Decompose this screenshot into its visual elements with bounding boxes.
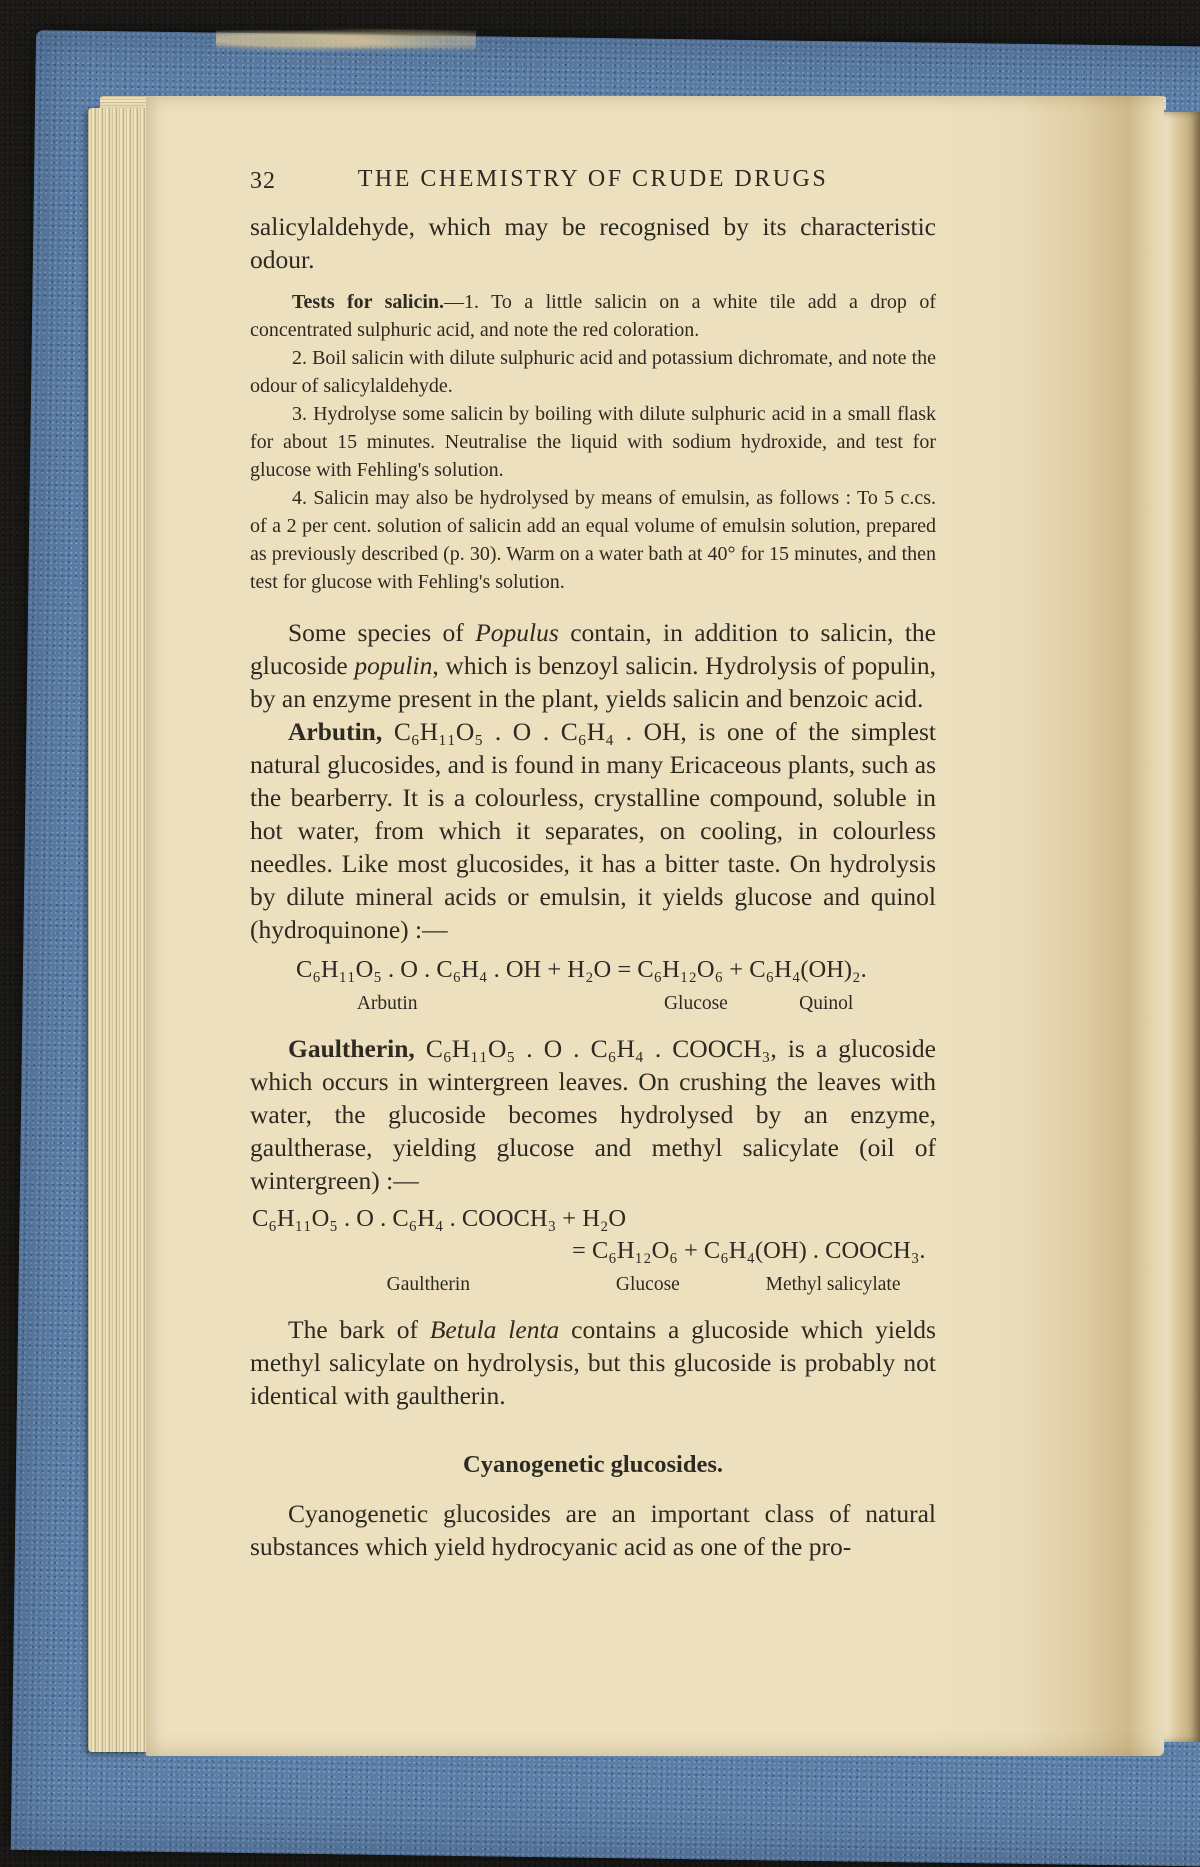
tests-item-1 bbox=[250, 288, 936, 344]
label-gaultherin: Gaultherin bbox=[386, 1274, 471, 1295]
tests-item-3: 3. Hydrolyse some salicin by boiling with dilute sulphuric acid in a small flask for about 15 minutes. Neutralise the liquid with sodium hydroxide, and test for glucose with Fehling's solution. bbox=[250, 403, 936, 481]
gaultherin-equation-line-2: = C₆H₁₂O₆ + C₆H₄(OH) . COOCH₃. bbox=[572, 1237, 926, 1264]
page-content bbox=[146, 96, 1164, 1756]
intro-paragraph: salicylaldehyde, which may be recognised by its characteristic odour. bbox=[250, 212, 936, 274]
cover-wear-mark bbox=[216, 27, 476, 57]
gaultherin-equation-line-1: C₆H₁₁O₅ . O . C₆H₄ . COOCH₃ + H₂O bbox=[252, 1205, 627, 1232]
populus-text-2: contain, in addition to salicin, the glucoside bbox=[250, 618, 936, 680]
label-methyl-salicylate: Methyl salicylate bbox=[765, 1274, 901, 1295]
arbutin-equation bbox=[250, 954, 936, 1018]
cyanogenetic-paragraph: Cyanogenetic glucosides are an important class of natural substances which yield hydrocyanic acid as one of the pro- bbox=[250, 1499, 936, 1561]
label-glucose: Glucose bbox=[663, 993, 728, 1014]
label-quinol: Quinol bbox=[799, 993, 854, 1014]
gaultherin-paragraph bbox=[250, 1032, 936, 1197]
betula-text-1: The bark of bbox=[288, 1315, 430, 1344]
page-number: 32 bbox=[250, 168, 276, 194]
betula-text-2: contains a glucoside which yields methyl salicylate on hydrolysis, but this glucoside is probably not identical with gaultherin. bbox=[250, 1315, 936, 1410]
betula-lenta-italic: Betula lenta bbox=[429, 1315, 560, 1344]
populus-text-3: , which is benzoyl salicin. Hydrolysis of populin, by an enzyme present in the plant, yields salicin and benzoic acid. bbox=[250, 651, 936, 713]
page-header bbox=[250, 166, 936, 200]
tests-item-1-text: —1. To a little salicin on a white tile add a drop of concentrated sulphuric acid, and note the red coloration. bbox=[250, 291, 936, 341]
running-title: THE CHEMISTRY OF CRUDE DRUGS bbox=[357, 166, 829, 192]
populus-text-1: Some species of bbox=[288, 618, 476, 647]
tests-for-salicin-section bbox=[250, 288, 936, 596]
gaultherin-equation-labels bbox=[250, 1269, 936, 1299]
label-glucose-2: Glucose bbox=[615, 1274, 680, 1295]
tests-item-4: 4. Salicin may also be hydrolysed by means of emulsin, as follows : To 5 c.cs. of a 2 per cent. solution of salicin add an equal volume of emulsin solution, prepared as previously described (p. 30). Warm on a water bath at 40° for 15 minutes, and then test for glucose with Fehling's solution. bbox=[250, 487, 936, 593]
populus-genus-italic: Populus bbox=[475, 618, 559, 647]
arbutin-paragraph bbox=[250, 715, 936, 946]
page-edge-stack-left bbox=[88, 108, 146, 1752]
arbutin-equation-formula: C₆H₁₁O₅ . O . C₆H₄ . OH + H₂O = C₆H₁₂O₆ + C₆H₄(OH)₂. bbox=[296, 956, 867, 983]
gaultherin-lead-bold: Gaultherin, bbox=[288, 1034, 415, 1063]
arbutin-lead-bold: Arbutin, bbox=[288, 717, 383, 746]
facing-page-edge bbox=[1164, 112, 1200, 1742]
gaultherin-equation bbox=[250, 1203, 936, 1299]
populus-paragraph bbox=[250, 616, 936, 715]
gaultherin-body-text: C₆H₁₁O₅ . O . C₆H₄ . COOCH₃, is a glucoside which occurs in wintergreen leaves. On crushing the leaves with water, the glucoside becomes hydrolysed by an enzyme, gaultherase, yielding glucose and methyl salicylate (oil of wintergreen) :— bbox=[250, 1034, 936, 1195]
cyanogenetic-section-heading: Cyanogenetic glucosides. bbox=[463, 1451, 723, 1478]
arbutin-equation-labels bbox=[250, 988, 936, 1018]
tests-item-2: 2. Boil salicin with dilute sulphuric acid and potassium dichromate, and note the odour of salicylaldehyde. bbox=[250, 347, 936, 397]
label-arbutin: Arbutin bbox=[356, 993, 418, 1014]
betula-paragraph bbox=[250, 1313, 936, 1412]
arbutin-body-text: C₆H₁₁O₅ . O . C₆H₄ . OH, is one of the simplest natural glucosides, and is found in many Ericaceous plants, such as the bearberry. It is a colourless, crystalline compound, soluble in hot water, from which it separates, on cooling, in colourless needles. Like most glucosides, it has a bitter taste. On hydrolysis by dilute mineral acids or emulsin, it yields glucose and quinol (hydroquinone) :— bbox=[250, 717, 936, 944]
book-page bbox=[146, 96, 1164, 1756]
tests-heading: Tests for salicin. bbox=[292, 291, 445, 313]
populin-italic: populin bbox=[354, 651, 433, 680]
